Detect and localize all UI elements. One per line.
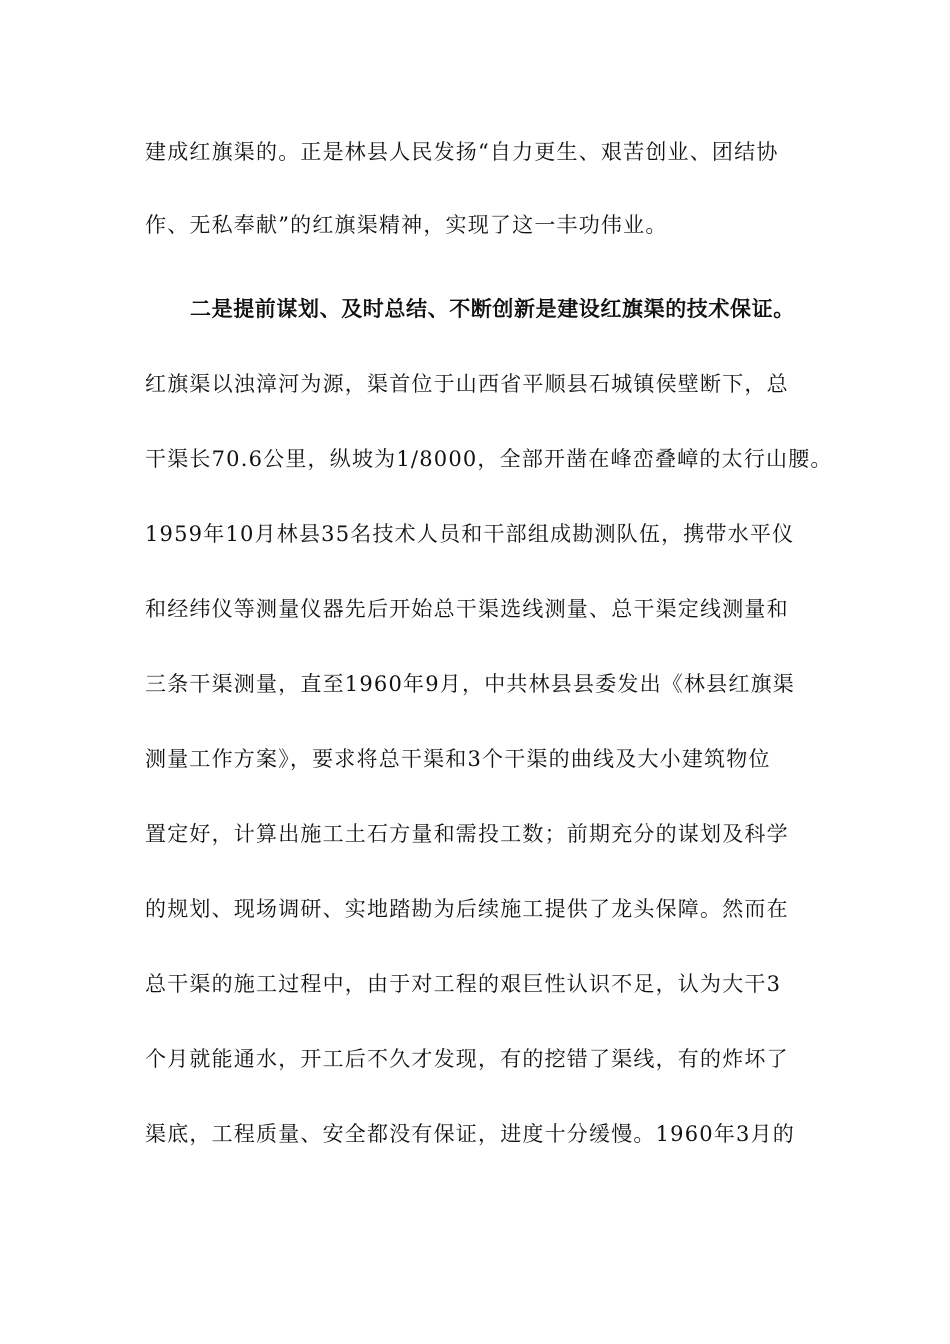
- paragraph-line: 的规划、现场调研、实地踏勘为后续施工提供了龙头保障。然而在: [145, 897, 789, 921]
- paragraph-line: 三条干渠测量，直至1960年9月，中共林县县委发出《林县红旗渠: [145, 672, 796, 696]
- paragraph-line: 1959年10月林县35名技术人员和干部组成勘测队伍，携带水平仪: [145, 522, 795, 546]
- paragraph-line: 置定好，计算出施工土石方量和需投工数；前期充分的谋划及科学: [145, 822, 789, 846]
- paragraph-line: 总干渠的施工过程中，由于对工程的艰巨性认识不足，认为大干3: [145, 972, 782, 996]
- paragraph-line: 作、无私奉献”的红旗渠精神，实现了这一丰功伟业。: [145, 213, 668, 237]
- paragraph-line: 红旗渠以浊漳河为源，渠首位于山西省平顺县石城镇侯壁断下，总: [145, 372, 789, 396]
- paragraph-line: 建成红旗渠的。正是林县人民发扬“自力更生、艰苦创业、团结协: [145, 140, 779, 164]
- section-heading: 二是提前谋划、及时总结、不断创新是建设红旗渠的技术保证。: [190, 296, 795, 321]
- paragraph-line: 个月就能通水，开工后不久才发现，有的挖错了渠线，有的炸坏了: [145, 1047, 789, 1071]
- paragraph-line: 和经纬仪等测量仪器先后开始总干渠选线测量、总干渠定线测量和: [145, 597, 789, 621]
- paragraph-line: 干渠长70.6公里，纵坡为1/8000，全部开凿在峰峦叠嶂的太行山腰。: [145, 447, 833, 471]
- paragraph-line: 渠底，工程质量、安全都没有保证，进度十分缓慢。1960年3月的: [145, 1122, 796, 1146]
- paragraph-line: 测量工作方案》，要求将总干渠和3个干渠的曲线及大小建筑物位: [145, 747, 771, 771]
